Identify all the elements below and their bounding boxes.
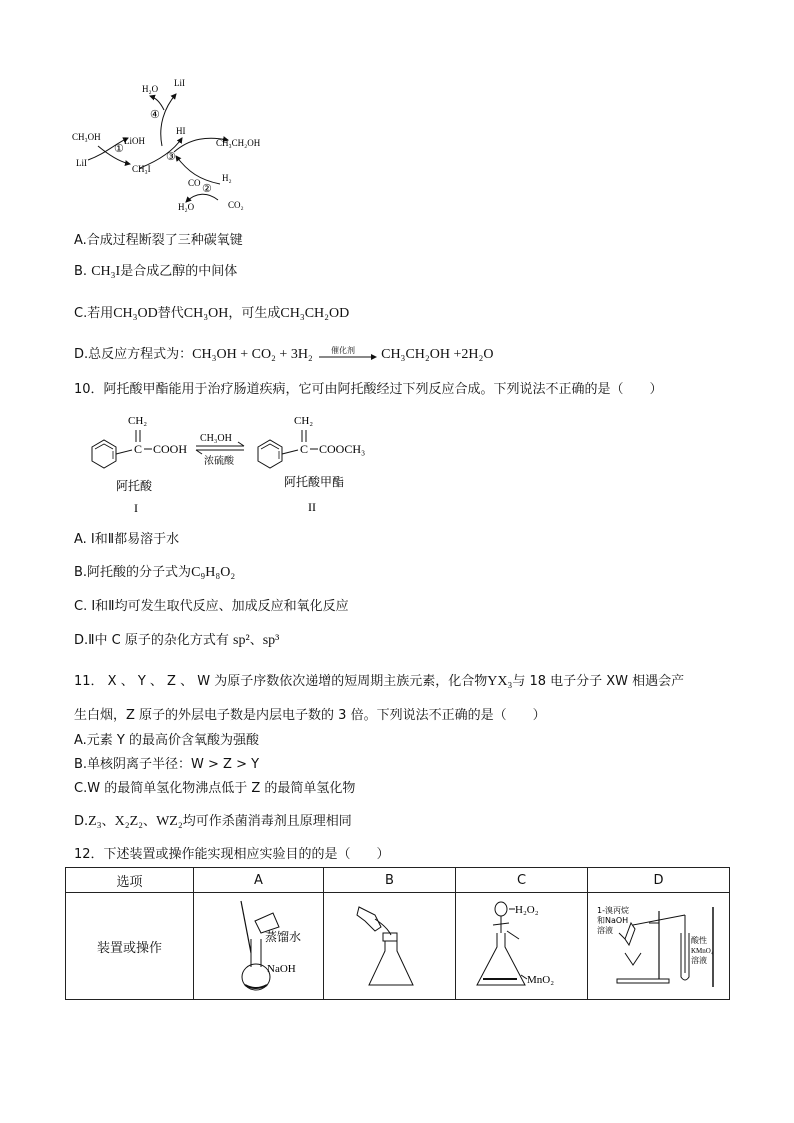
equation-lhs: CH₃OH + CO₂ + 3H₂ [192, 347, 313, 362]
name-right: 阿托酸甲酯 [284, 475, 345, 489]
q10-reaction-scheme [80, 408, 390, 520]
table-header-row [66, 868, 730, 893]
reverse-arrowhead [196, 450, 202, 454]
cooch3: COOCH₃ [319, 442, 366, 456]
formula: C₉H₈O₂ [191, 565, 236, 580]
step-4-label: ④ [150, 109, 160, 121]
forward-arrowhead [238, 442, 244, 446]
header-cell: 选项 [66, 868, 194, 893]
q10-option-a: A. Ⅰ和Ⅱ都易溶于水 [74, 532, 180, 547]
species-lioh: LiOH [124, 136, 145, 146]
species-ch3ch2oh: CH₃CH₂OH [216, 138, 261, 148]
carbon-left: C [134, 442, 143, 456]
arrow-step-4-side [150, 96, 164, 110]
step-3-label: ③ [166, 151, 176, 163]
species-co: CO [188, 178, 201, 188]
bond [282, 450, 298, 454]
q11-option-c: C.W 的最简单氢化物沸点低于 Z 的最简单氢化物 [74, 781, 356, 796]
svg-text:和NaOH: 和NaOH [596, 916, 628, 925]
q12-table [65, 867, 730, 1000]
reagent-top: CH₃OH [200, 433, 232, 444]
table-row [66, 893, 730, 1000]
bond [116, 450, 132, 454]
svg-text:H₂O₂: H₂O₂ [514, 904, 539, 916]
svg-text:KMnO₄: KMnO₄ [690, 947, 713, 955]
reaction-cycle-diagram [70, 76, 280, 216]
q10-option-d: D.Ⅱ中 C 原子的杂化方式有 sp²、sp³ [74, 633, 280, 648]
equation-rhs: CH₃CH₂OH +2H₂O [381, 347, 494, 362]
q9-option-a: A.合成过程断裂了三种碳氧键 [74, 233, 243, 248]
benzene-inner-bonds [95, 444, 113, 449]
apparatus-b [324, 893, 456, 1000]
row-label: 装置或操作 [66, 893, 194, 1000]
apparatus-a [194, 893, 324, 1000]
species-h2o-bottom: H₂O [178, 202, 195, 212]
roman-right: II [308, 500, 316, 514]
step-1-label: ① [114, 143, 124, 155]
svg-text:溶液: 溶液 [690, 956, 707, 965]
svg-text:NaOH: NaOH [266, 963, 296, 975]
formula: CH₃OD [113, 306, 158, 321]
apparatus-d [588, 893, 730, 1000]
formula: sp³ [262, 633, 280, 648]
reagent-bottom: 浓硫酸 [204, 456, 234, 467]
q10-option-c: C. Ⅰ和Ⅱ均可发生取代反应、加成反应和氧化反应 [74, 599, 349, 614]
formula: CH₃I [91, 264, 121, 279]
q10-option-b: B.阿托酸的分子式为C₉H₈O₂ [74, 565, 236, 580]
header-cell: A [194, 868, 324, 893]
species-co2: CO₂ [228, 200, 244, 210]
apparatus-a-drawing [195, 893, 323, 995]
formula: sp² [233, 633, 250, 648]
apparatus-c [456, 893, 588, 1000]
header-cell: D [588, 868, 730, 893]
species-ch3oh: CH₃OH [72, 132, 101, 142]
species-h2: H₂ [222, 173, 232, 183]
q11-stem-line-2: 生白烟，Z 原子的外层电子数是内层电子数的 3 倍。下列说法不正确的是（ ） [74, 708, 546, 723]
q11-option-a: A.元素 Y 的最高价含氧酸为强酸 [74, 733, 260, 748]
arrow-step-2 [186, 194, 218, 202]
benzene-inner-bonds [261, 444, 279, 449]
formula: Z₃ [88, 814, 102, 829]
apparatus-c-drawing [457, 893, 587, 995]
header-cell: B [324, 868, 456, 893]
arrow-step-4 [161, 94, 176, 146]
species-lil-in: LiI [76, 158, 87, 168]
q9-option-d: D.总反应方程式为：CH₃OH + CO₂ + 3H₂ 催化剂 CH₃CH₂OH +2H₂O [74, 346, 494, 364]
q11-option-d: D.Z₃、X₂Z₂、WZ₂均可作杀菌消毒剂且原理相同 [74, 814, 352, 829]
q12-stem: 12．下述装置或操作能实现相应实验目的的是（ ） [74, 847, 390, 862]
formula: X₂Z₂ [114, 814, 144, 829]
q10-stem: 10．阿托酸甲酯能用于治疗肠道疾病，它可由阿托酸经过下列反应合成。下列说法不正确的是（ ） [74, 382, 663, 397]
catalyst-label: 催化剂 [330, 345, 355, 355]
svg-text:蒸馏水: 蒸馏水 [264, 930, 301, 944]
formula: CH₃CH₂OD [280, 306, 350, 321]
ch2-left: CH₂ [128, 415, 148, 427]
ch2-right: CH₂ [294, 415, 314, 427]
svg-text:溶液: 溶液 [596, 926, 613, 935]
species-lil-top: LiI [174, 78, 185, 88]
svg-text:MnO₂: MnO₂ [526, 974, 554, 986]
svg-text:1-溴丙烷: 1-溴丙烷 [596, 906, 629, 915]
species-hi: HI [176, 126, 186, 136]
step-2-label: ② [202, 183, 212, 195]
roman-left: I [134, 501, 138, 515]
q9-option-c: C.若用CH₃OD替代CH₃OH，可生成CH₃CH₂OD [74, 306, 350, 321]
svg-text:酸性: 酸性 [690, 936, 707, 945]
apparatus-d-drawing [589, 893, 729, 995]
q9-option-b: B. CH₃I是合成乙醇的中间体 [74, 264, 238, 279]
cooh: COOH [153, 442, 188, 456]
species-h2o-top: H₂O [142, 84, 159, 94]
header-cell: C [456, 868, 588, 893]
name-left: 阿托酸 [116, 479, 153, 493]
apparatus-b-drawing [325, 893, 455, 995]
formula: CH₃OH [183, 306, 229, 321]
formula: WZ₂ [156, 814, 183, 829]
formula: YX₃ [487, 674, 513, 689]
catalyst-arrow [317, 345, 377, 362]
species-ch3i: CH₃I [132, 164, 151, 174]
q11-stem-line-1: 11． X 、 Y 、 Z 、 W 为原子序数依次递增的短周期主族元素，化合物YX₃与 18 电子分子 XW 相遇会产 [74, 674, 685, 689]
q11-option-b: B.单核阴离子半径：W > Z > Y [74, 757, 260, 772]
carbon-right: C [300, 442, 309, 456]
